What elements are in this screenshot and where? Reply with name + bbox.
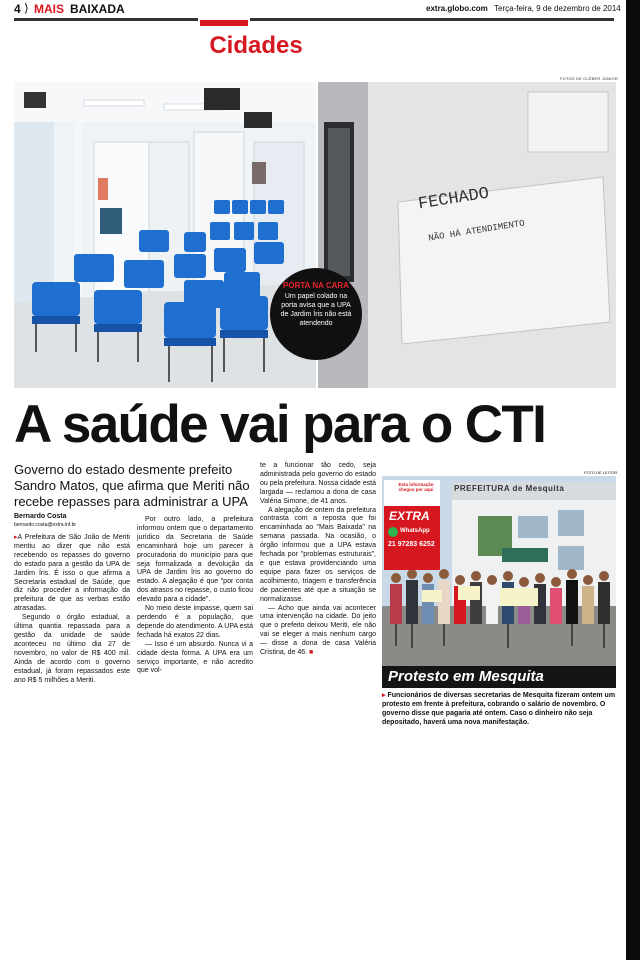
photo-caption-bubble	[270, 268, 362, 360]
end-mark-icon: ■	[309, 649, 314, 657]
page-number: 4	[14, 2, 21, 16]
paragraph: te a funcionar tão cedo, seja administrada pelo governo do estado ou pela prefeitura. Nossa cidade está largada — reclamou a dona de casa Valéria Simone, de 41 anos.	[260, 462, 376, 505]
headline: A saúde vai para o CTI	[14, 395, 546, 454]
header-rule-accent	[200, 20, 248, 26]
waiting-room-illustration	[14, 82, 316, 388]
article-column-1	[14, 534, 130, 685]
site-url[interactable]: extra.globo.com	[426, 4, 488, 13]
section-prefix: MAIS	[34, 2, 64, 16]
section-label: Cidades	[209, 32, 303, 59]
header-rule-left	[14, 18, 198, 21]
bubble-text: Um papel colado na porta avisa que a UPA de Jardim Íris não está atendendo	[280, 293, 352, 327]
paragraph-text: — Acho que ainda vai acontecer uma intervenção na cidade. Do jeito que o prefeito deixou Meriti, ele não vai se eleger a mais nenhum cargo — disse a dona de casa Valéria Cristina, de 46.	[260, 604, 376, 657]
caption-title: Protesto em Mesquita	[388, 668, 544, 685]
banner-whatsapp: WhatsApp	[400, 528, 430, 534]
paragraph: No meio deste impasse, quem sai perdendo é a população, que depende do atendimento. A UPA está fechada há exatos 22 dias.	[137, 605, 253, 639]
paragraph	[14, 534, 130, 614]
author-name: Bernardo Costa	[14, 513, 67, 520]
caption-text	[382, 691, 616, 727]
bullet-icon: ▸	[14, 534, 18, 541]
banner-brand: EXTRA	[389, 509, 430, 523]
author-email[interactable]: bernardo.costa@extra.inf.br	[14, 522, 77, 528]
article-column-2	[137, 516, 253, 676]
paragraph: A alegação de ontem da prefeitura contrasta com a reposta que foi encaminhada ao "Mais Baixada" na semana passada. Na ocasião, o órgão informou que a UPA estava fechada por "problemas estruturais", e que estava providenciando uma equipe para fazer os serviços de acolhimento, triagem e transferência de pacientes até que a situação se normalizasse.	[260, 506, 376, 603]
caption-body: Funcionários de diversas secretarias de Mesquita fizeram ontem um protesto em frente à prefeitura, cobrando o salário de novembro. O governo disse que pagaria até ontem. Caso o dinheiro não seja depositado, haverá uma nova manifestação.	[382, 692, 616, 726]
sign-text-closed: FECHADO	[416, 184, 491, 215]
bullet-icon: ▸	[382, 692, 388, 699]
photo-credit: FOTOS DE CLÉBER JÚNIOR	[560, 76, 618, 81]
whatsapp-icon	[388, 527, 398, 537]
photo-protest	[382, 476, 616, 666]
bubble-title: PORTA NA CARA	[283, 281, 349, 290]
sub-headline: Governo do estado desmente prefeito Sandro Matos, que afirma que Meriti não recebe repasses para administrar a UPA	[14, 462, 250, 509]
section-name: BAIXADA	[70, 2, 125, 16]
protest-illustration	[382, 476, 616, 666]
sign-text-no-service: NÃO HÁ ATENDIMENTO	[427, 218, 526, 244]
header-rule-right	[250, 18, 614, 21]
paragraph-text: A Prefeitura de São João de Meriti mentiu ao dizer que não está recebendo os repasses do governo do estado para a gestão da UPA de Jardim Íris. É isso o que afirma a Secretaria estadual de Saúde, que diz não proceder a informação da prefeitura de que as verbas estão atrasadas.	[14, 534, 130, 613]
paragraph: — Isso é um absurdo. Nunca vi a cidade desta forma. A UPA era um serviço importante, e não acredito que vol-	[137, 640, 253, 675]
paragraph: Segundo o órgão estadual, a última quantia repassada para a gestão da unidade de saúde aconteceu no último dia 27 de novembro, no valor de R$ 400 mil. Ainda de acordo com o governo estadual, já foram repassados este ano R$ 5 milhões a Meriti.	[14, 614, 130, 684]
building-sign: PREFEITURA de Mesquita	[454, 484, 565, 493]
issue-date: Terça-feira, 9 de dezembro de 2014	[494, 4, 621, 13]
banner-top-text: Esta informação chegou por aqui	[398, 482, 434, 492]
photo-waiting-room	[14, 82, 316, 388]
page-edge-bar	[626, 0, 640, 960]
paragraph	[260, 605, 376, 658]
side-photo-credit: FOTO DE LEITOR	[584, 470, 618, 475]
paragraph: Por outro lado, a prefeitura informou ontem que o departamento jurídico da Secretaria de Saúde encaminhará hoje um parecer à procuradoria do município para que seja formalizada a devolução da UPA de Jardim Íris ao governo do estado. A alegação é que "por conta dos atrasos no repasse, o custo ficou elevado para a cidade".	[137, 516, 253, 604]
banner-phone: 21 97283 6252	[388, 541, 435, 548]
page-separator-icon: ⟩	[24, 1, 29, 15]
article-column-3	[260, 462, 376, 658]
